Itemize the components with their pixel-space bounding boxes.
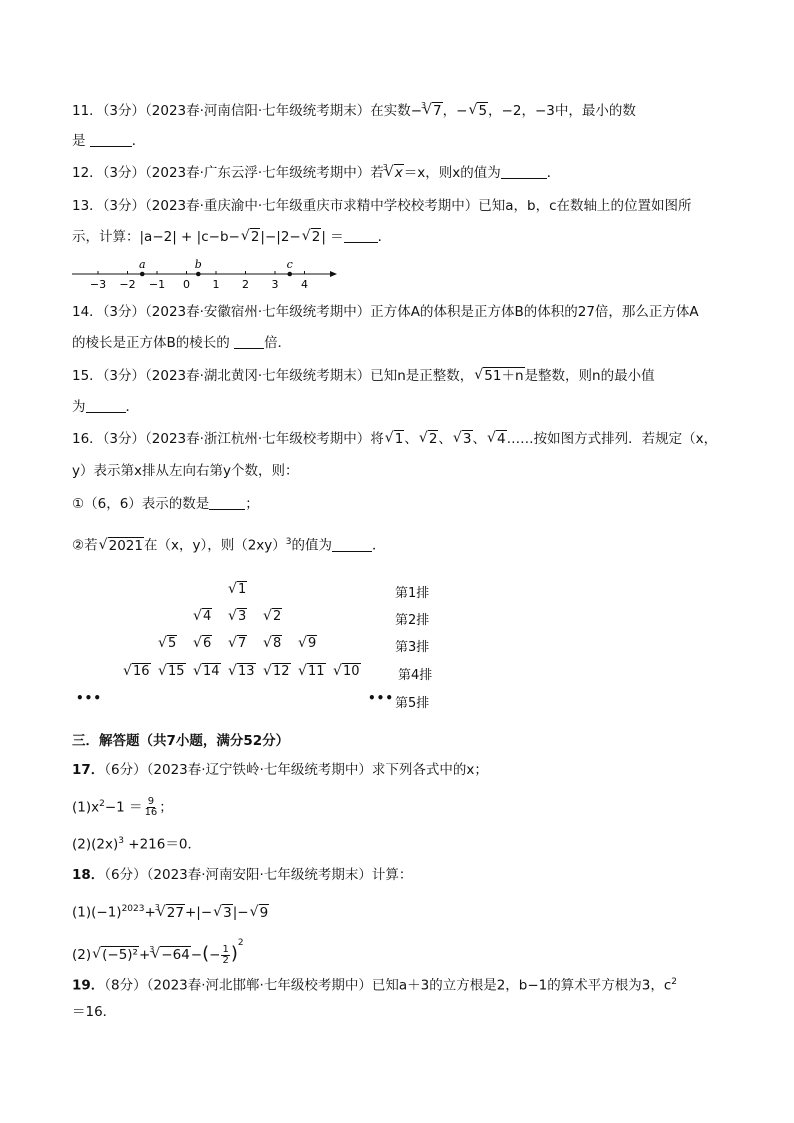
q18-paren-close: ): [230, 943, 238, 964]
q15-score: （3分）: [102, 368, 146, 384]
arrangement-cell: [263, 664, 291, 679]
arrangement-cell-value: 12: [273, 664, 290, 679]
arrangement-cell-value: 16: [133, 664, 150, 679]
q16-sqrt-2: √ 2: [419, 429, 439, 449]
q18-cube-root-27: √ 3 27: [157, 903, 185, 923]
q12-score: （3分）: [102, 165, 146, 181]
question-11: [72, 101, 636, 121]
q11-sqrt-5: √ 5: [468, 101, 488, 121]
q18-p1-a: (1)(−1): [72, 904, 122, 921]
question-18-part2: [72, 933, 244, 966]
arrangement-cell-value: 2: [273, 609, 282, 624]
number-line-arrow: [330, 271, 337, 277]
question-17-part1: [72, 794, 173, 818]
question-16-part2: [72, 532, 386, 556]
q18-p2-a: (2): [72, 947, 92, 963]
arrangement-cell-value: 13: [238, 664, 255, 679]
arrangement-cell-value: 10: [343, 664, 360, 679]
q13-score: （3分）: [102, 198, 146, 214]
q16-number: 16．: [72, 431, 103, 447]
q19-number: 19．: [72, 977, 105, 994]
q11-score: （3分）: [102, 103, 146, 119]
arrangement-cell: [123, 664, 151, 679]
arrangement-cell: [228, 636, 247, 651]
number-line-point-b: [196, 272, 201, 277]
q19-score: （8分）: [104, 977, 147, 994]
q17-p1-c: ；: [159, 799, 173, 816]
q18-sqrt-3: √ 3: [213, 903, 233, 923]
arrangement-cell-value: 8: [273, 636, 282, 651]
q18-p1-b: +: [144, 904, 156, 921]
question-16-line2: [72, 461, 298, 481]
q17-fraction: [144, 797, 159, 818]
arrangement-cell: [263, 636, 282, 651]
number-line-tick-label: −3: [89, 278, 107, 291]
q18-p2-b: +: [138, 947, 151, 963]
q13-answer-blank[interactable]: [344, 228, 378, 243]
q12-end: ．: [546, 165, 561, 181]
q11-sign-1: −: [410, 103, 423, 119]
arrangement-cell: [298, 664, 326, 679]
q14-end: 倍．: [264, 335, 292, 351]
number-line-tick-label: 2: [242, 278, 249, 291]
q12-cube-root-x: √ 3 x: [385, 163, 404, 183]
number-line-point-a: [140, 272, 145, 277]
q16-score: （3分）: [102, 431, 146, 447]
question-11-line2: [72, 131, 145, 151]
q13-number: 13．: [72, 198, 103, 214]
q11-answer-blank[interactable]: [90, 132, 132, 147]
q14-line2-text: 的棱长是正方体B的棱长的: [72, 335, 230, 351]
q18-score: （6分）: [104, 867, 147, 883]
q11-cube-root-7: √ 3 7: [423, 101, 443, 121]
q15-source: （2023春·湖北黄冈·七年级统考期末）: [145, 368, 371, 384]
q18-p2-c: −: [190, 947, 203, 963]
q15-answer-blank[interactable]: [86, 398, 126, 413]
q15-sqrt-51-n: √ 51＋n: [474, 366, 524, 386]
number-line: [72, 258, 342, 292]
q15-end: ．: [125, 399, 139, 415]
number-line-point-label: c: [286, 258, 293, 271]
number-line-tick-label: 1: [212, 278, 220, 291]
question-18-part1: [72, 899, 269, 923]
q16-part2-end: ．: [372, 537, 386, 554]
q17-source: （2023春·辽宁铁岭·七年级统考期中）: [146, 762, 372, 778]
q16-text-2: ……按如图方式排列．若规定（x，: [506, 431, 718, 447]
q16-sqrt-3: √ 3: [453, 429, 473, 449]
q11-source: （2023春·河南信阳·七年级统考期末）: [145, 103, 371, 119]
q13-expr-b: |−|2−: [260, 229, 301, 245]
arrangement-row-label: 第4排: [398, 668, 433, 683]
number-line-point-label: b: [194, 258, 202, 271]
question-12: [72, 163, 560, 183]
q13-expr-a: 示，计算：|a−2| + |c−b−: [72, 229, 240, 245]
q18-paren-open: (: [202, 943, 210, 964]
q11-line2-text: 是: [72, 133, 86, 149]
arrangement-cell: [228, 582, 247, 597]
q18-text: 计算：: [371, 867, 413, 883]
question-14: [72, 302, 699, 322]
question-17-part2: [72, 831, 201, 855]
q17-p1-a: (1)x: [72, 799, 100, 816]
arrangement-row-label: 第5排: [395, 696, 430, 711]
q12-text-2: ＝x，则x的值为: [403, 165, 501, 181]
q16-part1-text: ①（6，6）表示的数是: [72, 496, 210, 512]
arrangement-cell: [263, 609, 282, 624]
arrangement-cell: [158, 636, 177, 651]
q19-source: （2023春·河北邯郸·七年级校考期中）: [146, 977, 372, 994]
q13-source: （2023春·重庆渝中·七年级重庆市求精中学校校考期中）: [145, 198, 479, 214]
question-16: [72, 429, 717, 449]
question-13: [72, 196, 692, 216]
q16-part2-text-c: 的值为: [291, 537, 332, 554]
q12-text: 若: [370, 165, 384, 181]
q19-line2-text: ＝16．: [72, 1004, 117, 1020]
sqrt-arrangement-figure: [72, 578, 452, 711]
q17-text: 求下列各式中的x；: [371, 762, 488, 778]
q17-score: （6分）: [104, 762, 147, 778]
q16-part2-sup: 3: [285, 537, 292, 547]
number-line-svg: [72, 258, 342, 292]
q16-text: 将: [370, 431, 384, 447]
q11-end: ．: [131, 133, 146, 149]
q17-frac-den: 16: [144, 807, 158, 818]
question-18: [72, 865, 412, 885]
arrangement-row-label: 第3排: [395, 640, 430, 655]
q13-sqrt-2-a: √ 2: [241, 227, 261, 247]
q18-cube-root-neg64: √ 3 −64: [151, 945, 191, 965]
q13-expr-c: | ＝: [321, 229, 344, 245]
q14-answer-blank[interactable]: [234, 334, 264, 349]
number-line-point-c: [287, 272, 292, 277]
number-line-point-label: a: [138, 258, 146, 271]
arrangement-ellipsis-right: •••: [368, 691, 395, 705]
q16-sep-2: 、: [438, 431, 452, 447]
number-line-tick-label: 0: [183, 278, 190, 291]
q12-number: 12．: [72, 165, 103, 181]
arrangement-cell-value: 9: [308, 636, 317, 651]
arrangement-cell: [298, 636, 317, 651]
q18-sqrt-neg5-sq: √ (−5)²: [92, 945, 139, 965]
q19-text: 已知a＋3的立方根是2，b−1的算术平方根为3，c: [371, 977, 672, 994]
q12-source: （2023春·广东云浮·七年级统考期中）: [145, 165, 371, 181]
arrangement-row-label: 第1排: [395, 586, 430, 601]
q11-separator: ，: [442, 103, 457, 119]
arrangement-cell: [333, 664, 361, 679]
q17-frac-num: 9: [147, 796, 155, 807]
q16-sqrt-2021: √ 2021: [99, 536, 144, 556]
q16-sqrt-4: √ 4: [487, 429, 507, 449]
q18-source: （2023春·河南安阳·七年级统考期末）: [146, 867, 372, 883]
q16-part1-end: ；: [245, 496, 259, 512]
q18-sqrt-9: √ 9: [250, 903, 270, 923]
q16-part2-blank[interactable]: [332, 537, 372, 552]
arrangement-cell: [228, 609, 247, 624]
q18-p2-sup: 2: [237, 938, 244, 948]
q11-sign-2: −: [456, 103, 468, 119]
q18-frac-num: 1: [222, 943, 229, 955]
arrangement-cell-value: 15: [168, 664, 185, 679]
q14-score: （3分）: [102, 304, 146, 320]
q17-number: 17．: [72, 762, 105, 778]
q15-line2-text: 为: [72, 399, 86, 415]
section-3-title: 三．解答题（共7小题，满分52分）: [72, 733, 290, 749]
q14-number: 14．: [72, 304, 103, 320]
q19-sup: 2: [671, 977, 678, 987]
q17-p2-sup: 3: [118, 836, 124, 846]
question-15-line2: [72, 397, 139, 417]
arrangement-cell-value: 4: [203, 609, 212, 624]
q18-p1-d: |−: [232, 904, 249, 921]
q16-source: （2023春·浙江杭州·七年级校考期中）: [145, 431, 371, 447]
q15-text: 已知n是正整数，: [370, 368, 474, 384]
q13-text: 已知a，b，c在数轴上的位置如图所: [478, 198, 692, 214]
q18-number: 18．: [72, 867, 105, 883]
number-line-tick-label: −1: [148, 278, 166, 291]
number-line-tick-label: 3: [271, 278, 279, 291]
q15-number: 15．: [72, 368, 103, 384]
q18-p1-c: +|−: [184, 904, 213, 921]
q18-p1-sup: 2023: [121, 904, 145, 914]
arrangement-cell-value: 3: [238, 609, 247, 624]
question-19-line2: [72, 1002, 116, 1022]
arrangement-cell-value: 6: [203, 636, 212, 651]
q13-end: ．: [377, 229, 392, 245]
q16-sqrt-1: √ 1: [385, 429, 405, 449]
q11-text-rest: ，−2，−3中，最小的数: [488, 103, 636, 119]
q17-p2-b: +216＝0．: [123, 836, 201, 853]
number-line-tick-label: −2: [119, 278, 136, 291]
q14-text: 正方体A的体积是正方体B的体积的27倍，那么正方体A: [370, 304, 699, 320]
question-14-line2: [72, 333, 291, 353]
question-15: [72, 366, 655, 386]
question-19: [72, 972, 677, 996]
number-line-tick-label: 4: [301, 278, 308, 291]
question-13-line2: [72, 227, 391, 247]
q16-part2-text-b: 在（x，y），则（2xy）: [143, 537, 286, 554]
q16-line2-text: y）表示第x排从左向右第y个数，则：: [72, 463, 299, 479]
arrangement-cell-value: 11: [308, 664, 325, 679]
q17-p2-a: (2)(2x): [72, 836, 119, 853]
arrangement-cell: [228, 664, 256, 679]
arrangement-cell-value: 1: [238, 582, 247, 597]
q13-sqrt-2-b: √ 2: [302, 227, 322, 247]
arrangement-row-label: 第2排: [395, 613, 430, 628]
q15-text-2: 是整数，则n的最小值: [524, 368, 655, 384]
arrangement-cell: [193, 609, 212, 624]
q16-part1-blank[interactable]: [209, 495, 245, 510]
arrangement-cell-value: 7: [238, 636, 247, 651]
q18-frac-den: 2: [222, 954, 229, 966]
q17-p1-b: −1 ＝: [104, 799, 143, 816]
q18-fraction: [221, 945, 229, 966]
q16-sep-1: 、: [404, 431, 418, 447]
q17-p1-sup: 2: [99, 799, 105, 809]
q11-number: 11．: [72, 103, 103, 119]
question-17: [72, 760, 488, 780]
q16-sep-3: 、: [472, 431, 487, 447]
arrangement-ellipsis-left: •••: [76, 691, 103, 705]
arrangement-cell-value: 5: [168, 636, 177, 651]
arrangement-cell-value: 14: [203, 664, 220, 679]
arrangement-cell: [193, 664, 221, 679]
arrangement-cell: [193, 636, 212, 651]
q16-part2-text-a: ②若: [72, 537, 98, 554]
q11-text: 在实数: [370, 103, 411, 119]
arrangement-cell: [158, 664, 186, 679]
q12-answer-blank[interactable]: [501, 164, 547, 179]
q18-frac-sign: −: [209, 947, 221, 963]
q14-source: （2023春·安徽宿州·七年级统考期中）: [145, 304, 371, 320]
question-16-part1: [72, 494, 259, 514]
